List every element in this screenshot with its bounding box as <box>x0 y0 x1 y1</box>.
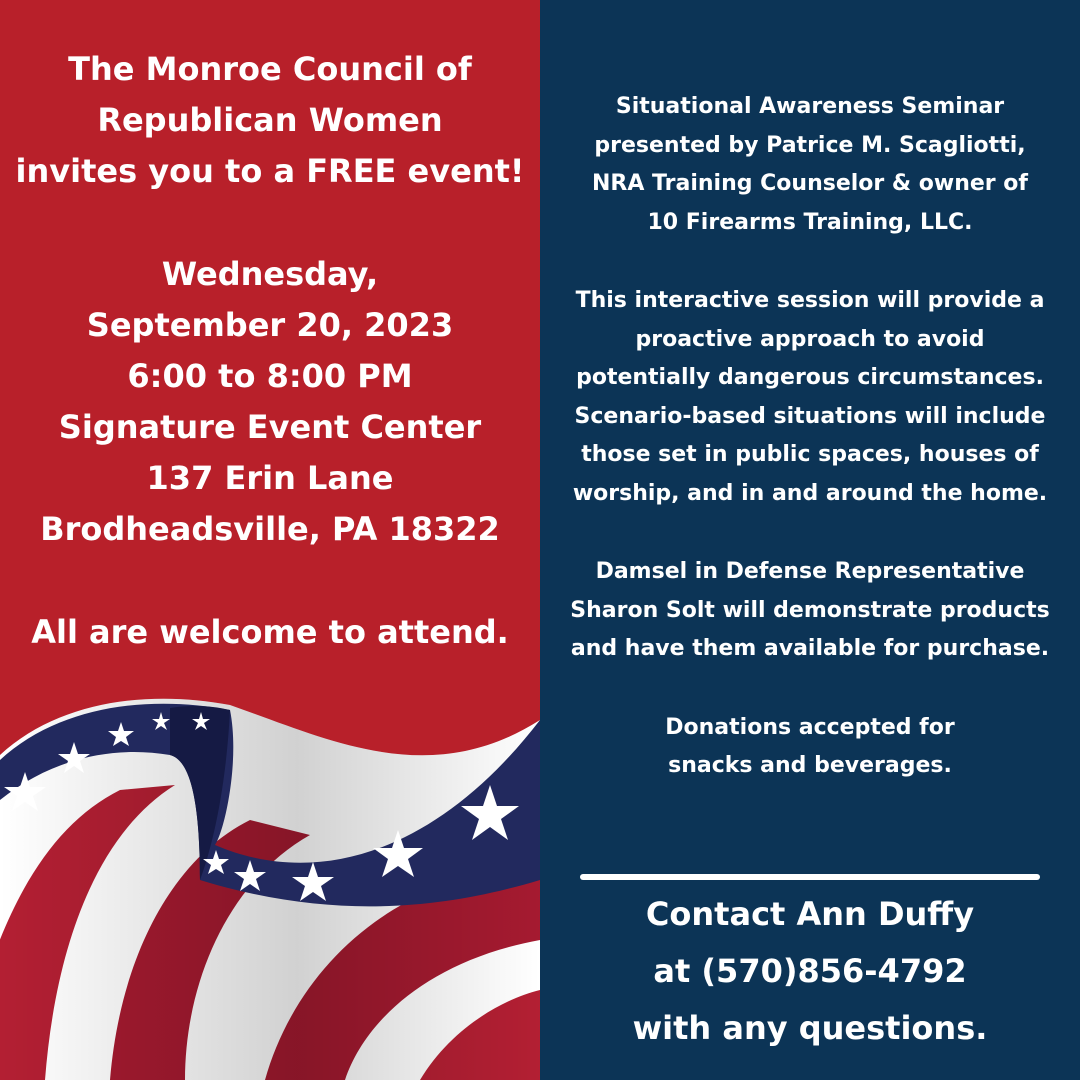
event-date: September 20, 2023 <box>86 306 454 344</box>
donation-line: Donations accepted for <box>665 714 955 740</box>
intro-line: invites you to a FREE event! <box>15 152 525 190</box>
contact-name: Contact Ann Duffy <box>645 895 975 933</box>
event-day: Wednesday, <box>161 255 379 293</box>
event-city: Brodheadsville, PA 18322 <box>40 510 500 548</box>
session-line: potentially dangerous circumstances. <box>576 365 1044 390</box>
demo-line: and have them available for purchase. <box>570 636 1050 661</box>
intro-line: The Monroe Council of <box>68 50 472 88</box>
demo-line: Sharon Solt will demonstrate products <box>570 597 1050 623</box>
session-line: This interactive session will provide a <box>575 288 1045 313</box>
seminar-line: Situational Awareness Seminar <box>615 94 1005 119</box>
session-line: Scenario-based situations will include <box>574 403 1046 429</box>
intro-line: Republican Women <box>97 101 443 139</box>
session-line: those set in public spaces, houses of <box>581 442 1039 467</box>
contact-phone: at (570)856-4792 <box>653 952 967 990</box>
welcome-line: All are welcome to attend. <box>31 613 509 651</box>
seminar-description <box>540 88 1080 786</box>
event-time: 6:00 to 8:00 PM <box>127 357 413 395</box>
session-line: worship, and in and around the home. <box>572 480 1048 506</box>
seminar-line: 10 Firearms Training, LLC. <box>647 209 973 235</box>
event-venue: Signature Event Center <box>58 408 482 446</box>
invitation-text <box>0 44 540 658</box>
donation-line: snacks and beverages. <box>668 753 952 778</box>
divider-line <box>580 874 1040 880</box>
contact-closing: with any questions. <box>632 1009 988 1047</box>
seminar-line: NRA Training Counselor & owner of <box>592 171 1028 196</box>
event-street: 137 Erin Lane <box>146 459 394 497</box>
seminar-line: presented by Patrice M. Scagliotti, <box>594 132 1026 158</box>
contact-info <box>540 886 1080 1057</box>
right-panel <box>540 0 1080 1080</box>
session-line: proactive approach to avoid <box>635 326 985 352</box>
demo-line: Damsel in Defense Representative <box>595 559 1025 584</box>
